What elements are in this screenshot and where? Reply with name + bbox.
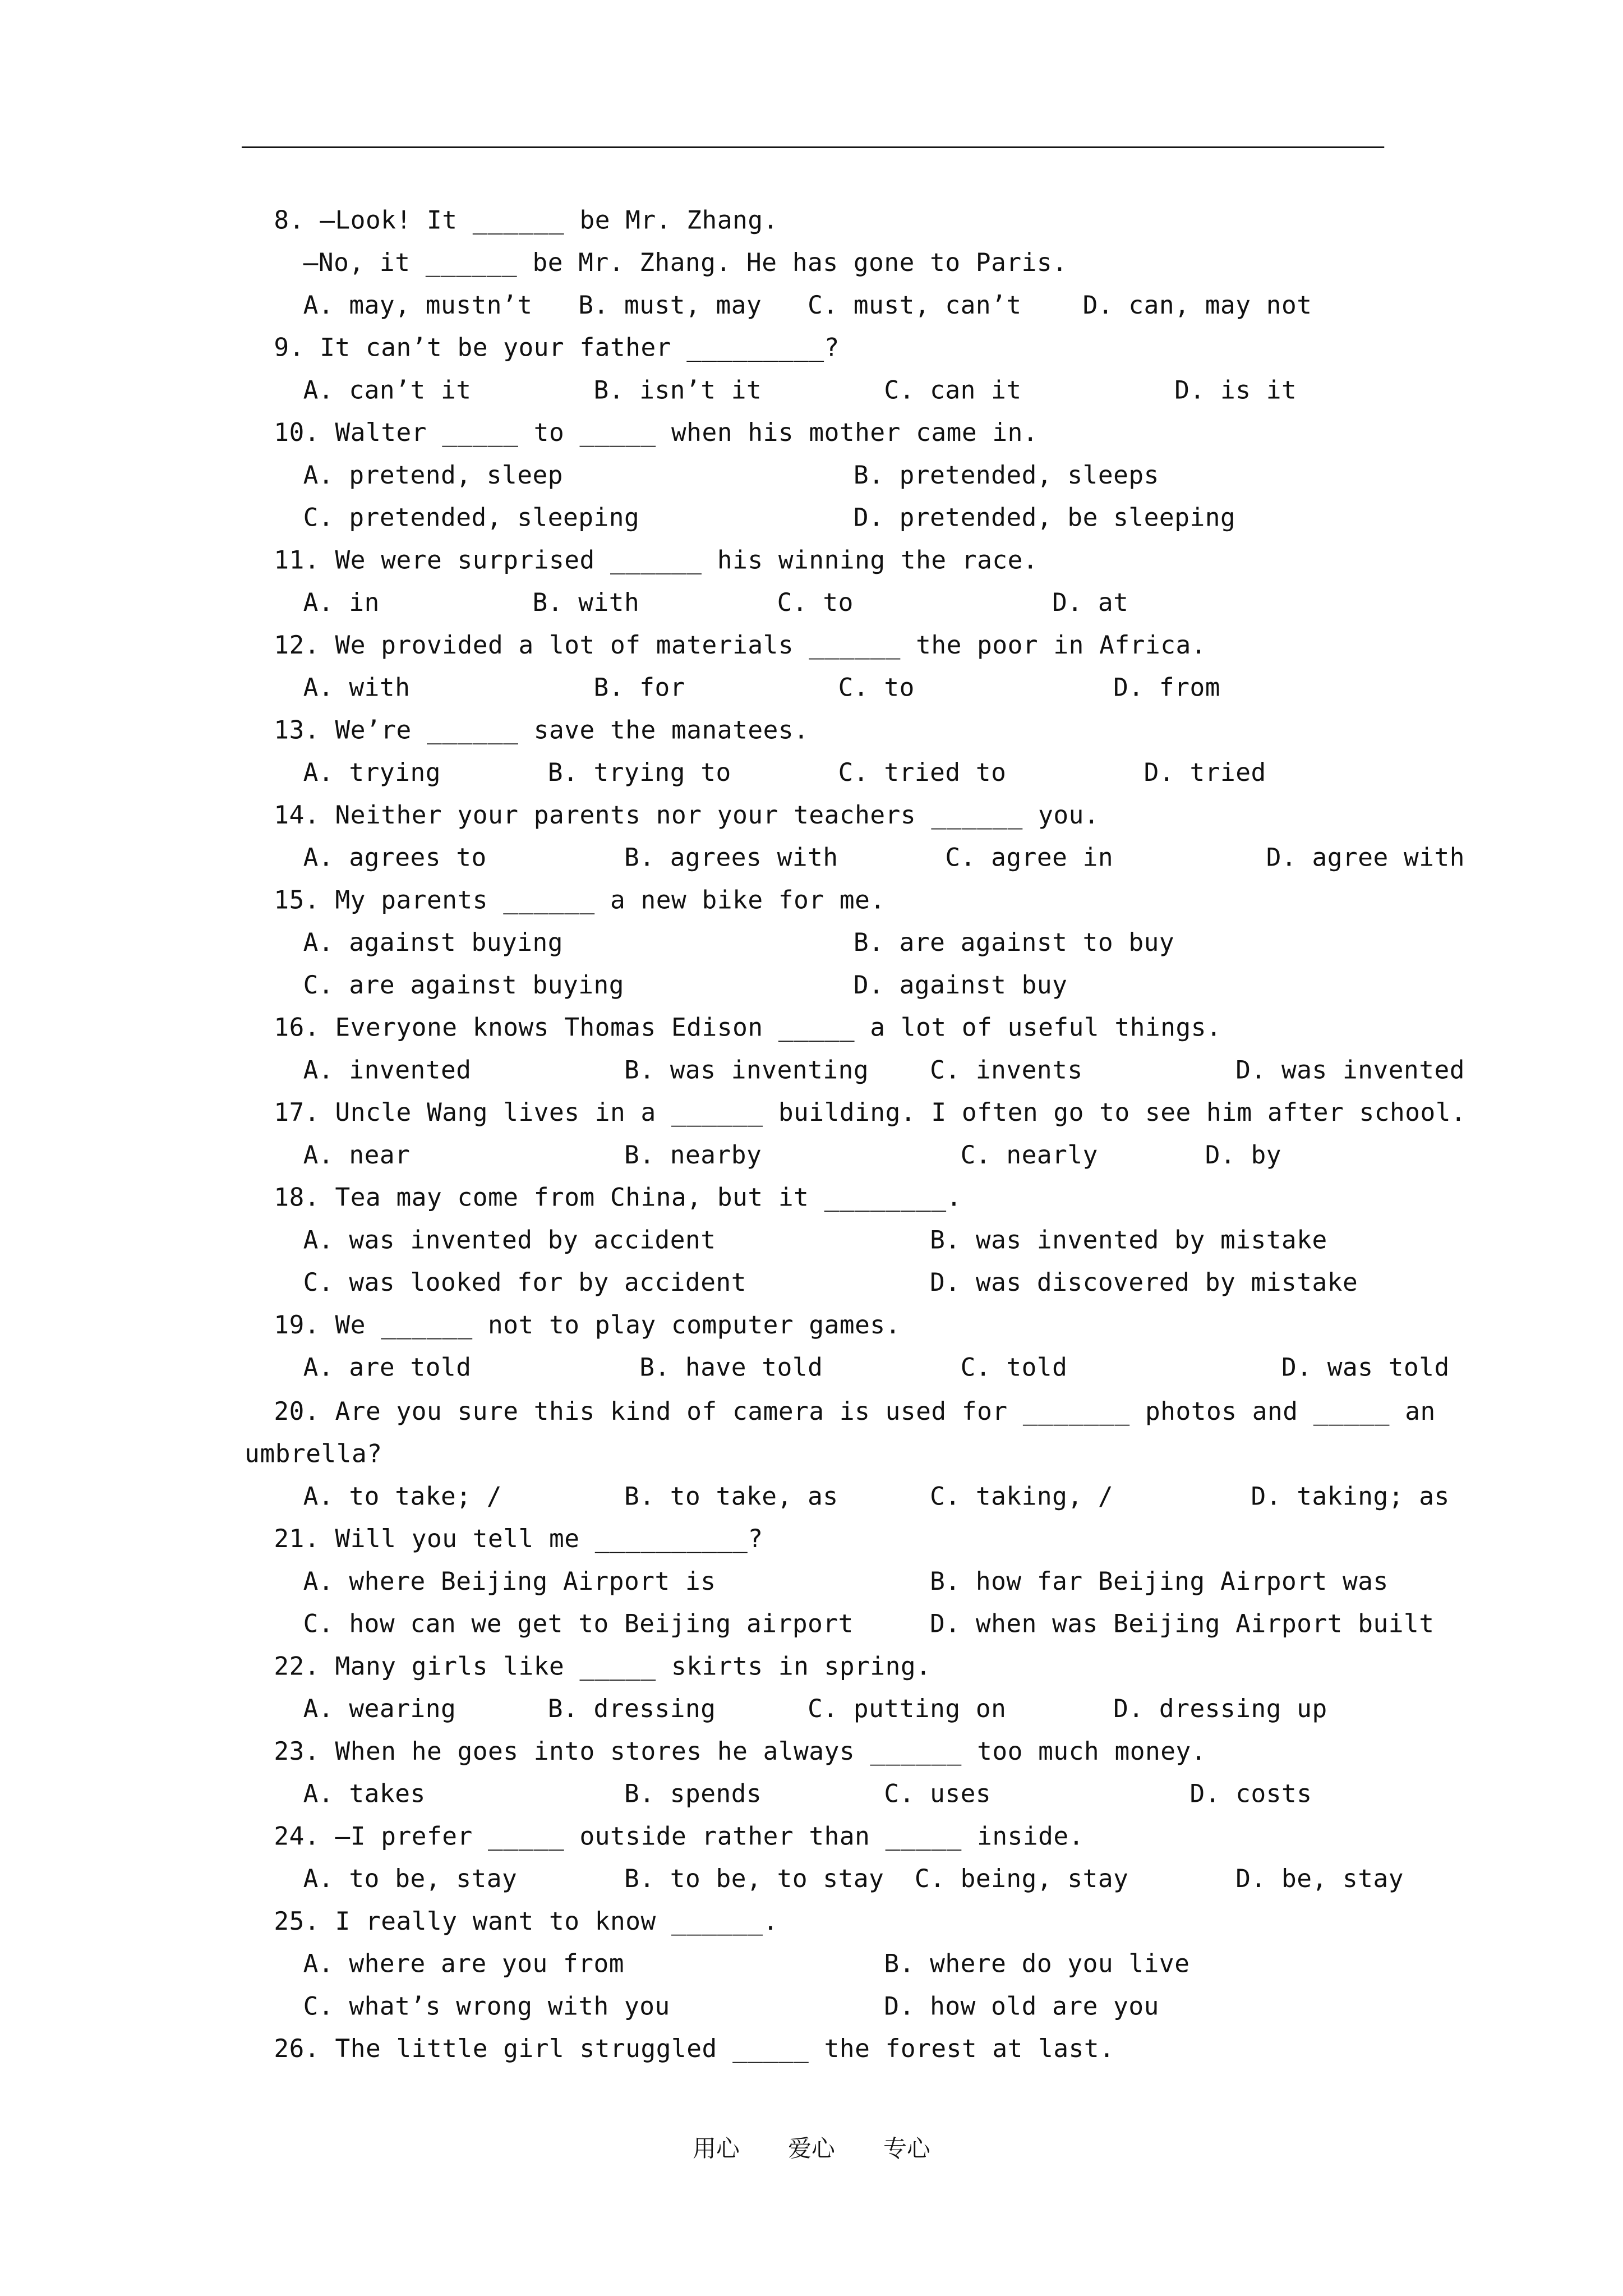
question-17-options: A. near B. nearby C. nearly D. by <box>303 1141 1282 1171</box>
question-24-stem: 24. —I prefer _____ outside rather than _____ inside. <box>274 1823 1084 1852</box>
question-18-stem: 18. Tea may come from China, but it ________. <box>274 1184 962 1213</box>
question-12-stem: 12. We provided a lot of materials ______ the poor in Africa. <box>274 631 1206 661</box>
question-17-stem: 17. Uncle Wang lives in a ______ building. I often go to see him after school. <box>274 1098 1467 1129</box>
question-15-options-ab: A. against buying B. are against to buy <box>303 928 1175 959</box>
question-16-options: A. invented B. was inventing C. invents D. was invented <box>303 1056 1465 1086</box>
question-8-response: —No, it ______ be Mr. Zhang. He has gone to Paris. <box>303 249 1068 279</box>
question-20-options: A. to take; / B. to take, as C. taking, / D. taking; as <box>303 1483 1450 1512</box>
header-rule <box>242 146 1384 148</box>
question-23-stem: 23. When he goes into stores he always ______ too much money. <box>274 1737 1206 1767</box>
question-21-options-cd: C. how can we get to Beijing airport D. when was Beijing Airport built <box>303 1610 1435 1640</box>
page-footer: 用心 爱心 专心 <box>693 2134 930 2163</box>
question-18-options-ab: A. was invented by accident B. was invented by mistake <box>303 1226 1327 1256</box>
question-14-stem: 14. Neither your parents nor your teachers ______ you. <box>274 801 1100 831</box>
question-16-stem: 16. Everyone knows Thomas Edison _____ a lot of useful things. <box>274 1014 1222 1043</box>
question-20-stem-continued: umbrella? <box>245 1440 382 1470</box>
question-14-options: A. agrees to B. agrees with C. agree in D. agree with <box>303 844 1465 873</box>
question-25-options-ab: A. where are you from B. where do you live <box>303 1950 1190 1980</box>
question-15-options-cd: C. are against buying D. against buy <box>303 971 1068 1001</box>
question-10-options-cd: C. pretended, sleeping D. pretended, be sleeping <box>303 504 1236 533</box>
question-25-options-cd: C. what’s wrong with you D. how old are you <box>303 1993 1159 2022</box>
question-20-stem: 20. Are you sure this kind of camera is used for _______ photos and _____ an <box>274 1397 1436 1427</box>
question-19-stem: 19. We ______ not to play computer games. <box>274 1311 901 1341</box>
question-12-options: A. with B. for C. to D. from <box>303 674 1220 703</box>
question-8-stem: 8. —Look! It ______ be Mr. Zhang. <box>274 206 778 236</box>
question-23-options: A. takes B. spends C. uses D. costs <box>303 1780 1312 1810</box>
question-15-stem: 15. My parents ______ a new bike for me. <box>274 886 886 916</box>
question-11-stem: 11. We were surprised ______ his winning the race. <box>274 546 1039 576</box>
question-21-stem: 21. Will you tell me __________? <box>274 1525 763 1555</box>
question-13-options: A. trying B. trying to C. tried to D. tried <box>303 758 1266 789</box>
question-21-options-ab: A. where Beijing Airport is B. how far Beijing Airport was <box>303 1567 1389 1597</box>
question-19-options: A. are told B. have told C. told D. was told <box>303 1354 1450 1383</box>
question-13-stem: 13. We’re ______ save the manatees. <box>274 716 809 746</box>
question-24-options: A. to be, stay B. to be, to stay C. being, stay D. be, stay <box>303 1865 1404 1895</box>
question-26-stem: 26. The little girl struggled _____ the forest at last. <box>274 2035 1115 2065</box>
question-22-stem: 22. Many girls like _____ skirts in spring. <box>274 1653 932 1682</box>
question-18-options-cd: C. was looked for by accident D. was discovered by mistake <box>303 1268 1358 1299</box>
question-10-options-ab: A. pretend, sleep B. pretended, sleeps <box>303 461 1159 491</box>
question-9-stem: 9. It can’t be your father _________? <box>274 334 840 364</box>
question-11-options: A. in B. with C. to D. at <box>303 588 1129 619</box>
question-25-stem: 25. I really want to know ______. <box>274 1907 778 1937</box>
question-8-options: A. may, mustn’t B. must, may C. must, can’t D. can, may not <box>303 291 1312 321</box>
question-10-stem: 10. Walter _____ to _____ when his mother came in. <box>274 419 1039 449</box>
question-9-options: A. can’t it B. isn’t it C. can it D. is it <box>303 376 1297 406</box>
question-22-options: A. wearing B. dressing C. putting on D. dressing up <box>303 1695 1327 1725</box>
